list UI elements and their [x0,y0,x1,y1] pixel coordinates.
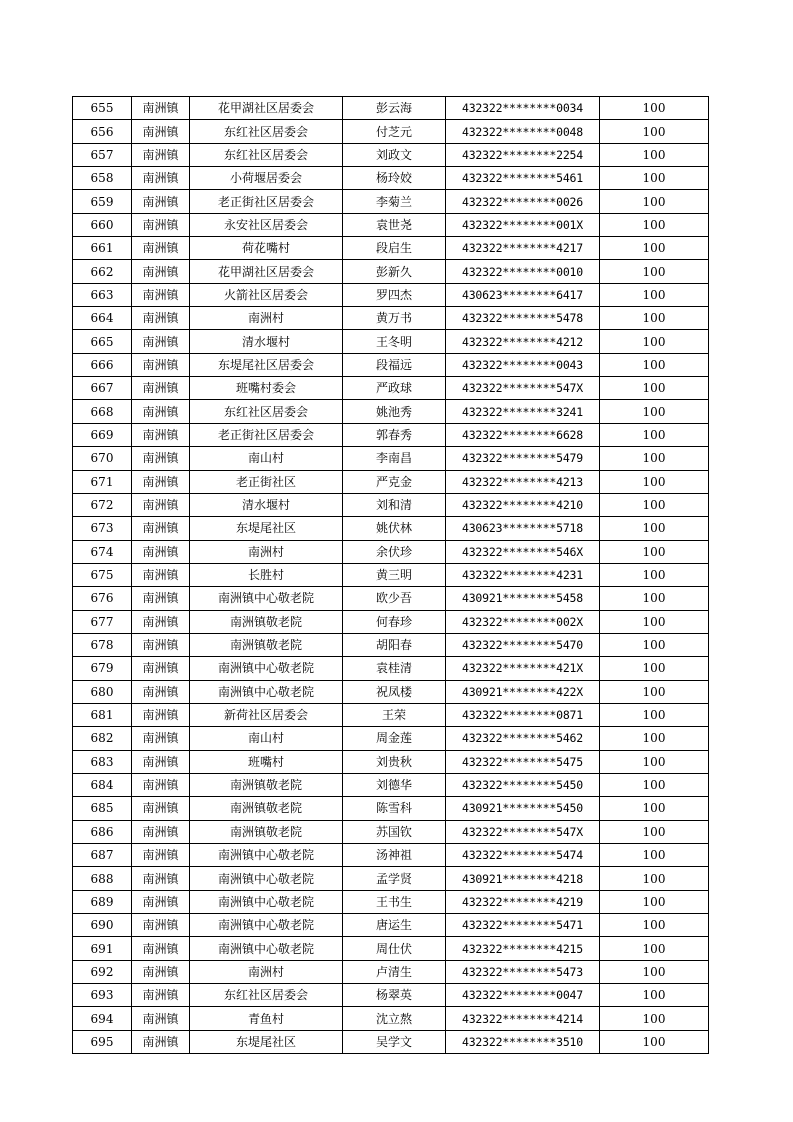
amount-cell: 100 [600,237,709,260]
town-cell: 南洲镇 [132,727,190,750]
town-cell: 南洲镇 [132,283,190,306]
unit-cell: 荷花嘴村 [190,237,343,260]
row-number-cell: 682 [73,727,132,750]
amount-cell: 100 [600,727,709,750]
town-cell: 南洲镇 [132,680,190,703]
id-number-cell: 432322********0034 [446,97,600,120]
row-number-cell: 690 [73,914,132,937]
unit-cell: 小荷堰居委会 [190,167,343,190]
town-cell: 南洲镇 [132,330,190,353]
person-name-cell: 严政球 [343,377,446,400]
id-number-cell: 432322********0043 [446,353,600,376]
id-number-cell: 432322********5450 [446,773,600,796]
unit-cell: 南山村 [190,727,343,750]
unit-cell: 东红社区居委会 [190,143,343,166]
id-number-cell: 432322********5479 [446,447,600,470]
amount-cell: 100 [600,540,709,563]
table-row [73,493,709,516]
table-row [73,797,709,820]
person-name-cell: 彭云海 [343,97,446,120]
unit-cell: 南洲镇敬老院 [190,633,343,656]
unit-cell: 老正街社区居委会 [190,190,343,213]
table-row [73,703,709,726]
amount-cell: 100 [600,984,709,1007]
id-number-cell: 432322********5470 [446,633,600,656]
amount-cell: 100 [600,563,709,586]
table-row [73,773,709,796]
person-name-cell: 刘政文 [343,143,446,166]
table-row [73,1030,709,1053]
town-cell: 南洲镇 [132,423,190,446]
id-number-cell: 432322********546X [446,540,600,563]
person-name-cell: 苏国钦 [343,820,446,843]
person-name-cell: 王荣 [343,703,446,726]
person-name-cell: 胡阳春 [343,633,446,656]
town-cell: 南洲镇 [132,120,190,143]
amount-cell: 100 [600,377,709,400]
unit-cell: 老正街社区居委会 [190,423,343,446]
person-name-cell: 吴学文 [343,1030,446,1053]
id-number-cell: 432322********4217 [446,237,600,260]
town-cell: 南洲镇 [132,797,190,820]
id-number-cell: 430921********5458 [446,587,600,610]
unit-cell: 东红社区居委会 [190,120,343,143]
unit-cell: 南洲镇中心敬老院 [190,657,343,680]
table-row [73,563,709,586]
row-number-cell: 670 [73,447,132,470]
unit-cell: 班嘴村 [190,750,343,773]
person-name-cell: 李南昌 [343,447,446,470]
table-row [73,633,709,656]
town-cell: 南洲镇 [132,400,190,423]
id-number-cell: 432322********2254 [446,143,600,166]
row-number-cell: 694 [73,1007,132,1030]
amount-cell: 100 [600,960,709,983]
person-name-cell: 严克金 [343,470,446,493]
amount-cell: 100 [600,820,709,843]
unit-cell: 南洲镇敬老院 [190,610,343,633]
table-row [73,727,709,750]
amount-cell: 100 [600,517,709,540]
person-name-cell: 何春珍 [343,610,446,633]
person-name-cell: 付芝元 [343,120,446,143]
town-cell: 南洲镇 [132,540,190,563]
amount-cell: 100 [600,120,709,143]
row-number-cell: 692 [73,960,132,983]
person-name-cell: 周金莲 [343,727,446,750]
town-cell: 南洲镇 [132,890,190,913]
person-name-cell: 段启生 [343,237,446,260]
row-number-cell: 686 [73,820,132,843]
table-row [73,890,709,913]
person-name-cell: 祝凤楼 [343,680,446,703]
unit-cell: 南山村 [190,447,343,470]
row-number-cell: 667 [73,377,132,400]
row-number-cell: 684 [73,773,132,796]
amount-cell: 100 [600,307,709,330]
id-number-cell: 432322********5461 [446,167,600,190]
person-name-cell: 彭新久 [343,260,446,283]
amount-cell: 100 [600,657,709,680]
amount-cell: 100 [600,260,709,283]
person-name-cell: 汤神祖 [343,844,446,867]
amount-cell: 100 [600,493,709,516]
id-number-cell: 432322********002X [446,610,600,633]
town-cell: 南洲镇 [132,97,190,120]
row-number-cell: 659 [73,190,132,213]
person-name-cell: 王冬明 [343,330,446,353]
person-name-cell: 袁桂清 [343,657,446,680]
table-row [73,470,709,493]
amount-cell: 100 [600,750,709,773]
amount-cell: 100 [600,190,709,213]
row-number-cell: 676 [73,587,132,610]
table-row [73,657,709,680]
amount-cell: 100 [600,890,709,913]
unit-cell: 南洲镇中心敬老院 [190,914,343,937]
row-number-cell: 671 [73,470,132,493]
person-name-cell: 李菊兰 [343,190,446,213]
table-row [73,213,709,236]
table-row [73,143,709,166]
id-number-cell: 430921********422X [446,680,600,703]
town-cell: 南洲镇 [132,633,190,656]
table-row [73,867,709,890]
town-cell: 南洲镇 [132,377,190,400]
town-cell: 南洲镇 [132,213,190,236]
records-table [72,96,709,1054]
id-number-cell: 430623********5718 [446,517,600,540]
row-number-cell: 657 [73,143,132,166]
table-row [73,750,709,773]
amount-cell: 100 [600,867,709,890]
unit-cell: 南洲镇敬老院 [190,820,343,843]
unit-cell: 南洲镇中心敬老院 [190,890,343,913]
id-number-cell: 432322********5474 [446,844,600,867]
town-cell: 南洲镇 [132,750,190,773]
id-number-cell: 432322********0010 [446,260,600,283]
row-number-cell: 669 [73,423,132,446]
unit-cell: 东堤尾社区 [190,1030,343,1053]
unit-cell: 南洲村 [190,307,343,330]
row-number-cell: 691 [73,937,132,960]
unit-cell: 南洲镇中心敬老院 [190,587,343,610]
person-name-cell: 段福远 [343,353,446,376]
person-name-cell: 杨玲姣 [343,167,446,190]
town-cell: 南洲镇 [132,517,190,540]
id-number-cell: 432322********6628 [446,423,600,446]
row-number-cell: 679 [73,657,132,680]
person-name-cell: 罗四杰 [343,283,446,306]
unit-cell: 青鱼村 [190,1007,343,1030]
town-cell: 南洲镇 [132,493,190,516]
person-name-cell: 杨翠英 [343,984,446,1007]
town-cell: 南洲镇 [132,167,190,190]
row-number-cell: 665 [73,330,132,353]
amount-cell: 100 [600,330,709,353]
unit-cell: 东红社区居委会 [190,984,343,1007]
person-name-cell: 唐运生 [343,914,446,937]
amount-cell: 100 [600,587,709,610]
person-name-cell: 欧少吾 [343,587,446,610]
person-name-cell: 黄三明 [343,563,446,586]
row-number-cell: 661 [73,237,132,260]
town-cell: 南洲镇 [132,447,190,470]
amount-cell: 100 [600,423,709,446]
table-row [73,283,709,306]
person-name-cell: 刘德华 [343,773,446,796]
person-name-cell: 沈立熬 [343,1007,446,1030]
row-number-cell: 687 [73,844,132,867]
table-row [73,190,709,213]
id-number-cell: 432322********547X [446,820,600,843]
row-number-cell: 668 [73,400,132,423]
person-name-cell: 周仕伏 [343,937,446,960]
unit-cell: 花甲湖社区居委会 [190,260,343,283]
amount-cell: 100 [600,400,709,423]
row-number-cell: 674 [73,540,132,563]
town-cell: 南洲镇 [132,844,190,867]
unit-cell: 南洲镇中心敬老院 [190,867,343,890]
row-number-cell: 693 [73,984,132,1007]
row-number-cell: 681 [73,703,132,726]
table-row [73,120,709,143]
amount-cell: 100 [600,283,709,306]
table-row [73,330,709,353]
town-cell: 南洲镇 [132,353,190,376]
unit-cell: 南洲镇中心敬老院 [190,680,343,703]
row-number-cell: 655 [73,97,132,120]
amount-cell: 100 [600,97,709,120]
table-row [73,587,709,610]
table-row [73,820,709,843]
id-number-cell: 432322********5473 [446,960,600,983]
amount-cell: 100 [600,797,709,820]
amount-cell: 100 [600,1007,709,1030]
unit-cell: 南洲村 [190,960,343,983]
id-number-cell: 432322********547X [446,377,600,400]
row-number-cell: 678 [73,633,132,656]
table-row [73,844,709,867]
row-number-cell: 677 [73,610,132,633]
id-number-cell: 432322********3510 [446,1030,600,1053]
id-number-cell: 430623********6417 [446,283,600,306]
id-number-cell: 432322********4213 [446,470,600,493]
amount-cell: 100 [600,680,709,703]
unit-cell: 南洲村 [190,540,343,563]
unit-cell: 南洲镇敬老院 [190,797,343,820]
unit-cell: 清水堰村 [190,330,343,353]
id-number-cell: 432322********4219 [446,890,600,913]
town-cell: 南洲镇 [132,470,190,493]
town-cell: 南洲镇 [132,703,190,726]
amount-cell: 100 [600,914,709,937]
table-row [73,377,709,400]
row-number-cell: 660 [73,213,132,236]
table-row [73,984,709,1007]
table-row [73,167,709,190]
table-row [73,680,709,703]
table-row [73,237,709,260]
table-row [73,423,709,446]
row-number-cell: 672 [73,493,132,516]
unit-cell: 永安社区居委会 [190,213,343,236]
row-number-cell: 673 [73,517,132,540]
town-cell: 南洲镇 [132,1030,190,1053]
id-number-cell: 432322********4212 [446,330,600,353]
unit-cell: 新荷社区居委会 [190,703,343,726]
town-cell: 南洲镇 [132,914,190,937]
person-name-cell: 姚池秀 [343,400,446,423]
table-row [73,914,709,937]
row-number-cell: 695 [73,1030,132,1053]
person-name-cell: 孟学贤 [343,867,446,890]
person-name-cell: 陈雪科 [343,797,446,820]
row-number-cell: 656 [73,120,132,143]
id-number-cell: 432322********0048 [446,120,600,143]
table-row [73,447,709,470]
town-cell: 南洲镇 [132,867,190,890]
town-cell: 南洲镇 [132,1007,190,1030]
table-row [73,353,709,376]
town-cell: 南洲镇 [132,260,190,283]
town-cell: 南洲镇 [132,563,190,586]
amount-cell: 100 [600,937,709,960]
table-row [73,307,709,330]
amount-cell: 100 [600,844,709,867]
row-number-cell: 662 [73,260,132,283]
unit-cell: 南洲镇中心敬老院 [190,937,343,960]
id-number-cell: 432322********5471 [446,914,600,937]
town-cell: 南洲镇 [132,773,190,796]
row-number-cell: 664 [73,307,132,330]
town-cell: 南洲镇 [132,820,190,843]
person-name-cell: 袁世尧 [343,213,446,236]
unit-cell: 清水堰村 [190,493,343,516]
amount-cell: 100 [600,353,709,376]
unit-cell: 南洲镇中心敬老院 [190,844,343,867]
id-number-cell: 430921********4218 [446,867,600,890]
table-row [73,540,709,563]
amount-cell: 100 [600,167,709,190]
id-number-cell: 432322********5462 [446,727,600,750]
town-cell: 南洲镇 [132,657,190,680]
row-number-cell: 666 [73,353,132,376]
id-number-cell: 432322********001X [446,213,600,236]
id-number-cell: 432322********4231 [446,563,600,586]
amount-cell: 100 [600,470,709,493]
row-number-cell: 689 [73,890,132,913]
unit-cell: 东堤尾社区居委会 [190,353,343,376]
amount-cell: 100 [600,773,709,796]
person-name-cell: 余伏珍 [343,540,446,563]
id-number-cell: 430921********5450 [446,797,600,820]
table-row [73,260,709,283]
id-number-cell: 432322********0047 [446,984,600,1007]
row-number-cell: 663 [73,283,132,306]
table-row [73,400,709,423]
amount-cell: 100 [600,703,709,726]
town-cell: 南洲镇 [132,610,190,633]
person-name-cell: 王书生 [343,890,446,913]
id-number-cell: 432322********0026 [446,190,600,213]
unit-cell: 花甲湖社区居委会 [190,97,343,120]
amount-cell: 100 [600,213,709,236]
amount-cell: 100 [600,633,709,656]
town-cell: 南洲镇 [132,937,190,960]
row-number-cell: 658 [73,167,132,190]
table-row [73,937,709,960]
id-number-cell: 432322********4210 [446,493,600,516]
unit-cell: 东堤尾社区 [190,517,343,540]
table-row [73,960,709,983]
id-number-cell: 432322********0871 [446,703,600,726]
person-name-cell: 刘和清 [343,493,446,516]
town-cell: 南洲镇 [132,587,190,610]
person-name-cell: 郭春秀 [343,423,446,446]
id-number-cell: 432322********4215 [446,937,600,960]
unit-cell: 东红社区居委会 [190,400,343,423]
row-number-cell: 688 [73,867,132,890]
town-cell: 南洲镇 [132,984,190,1007]
person-name-cell: 姚伏林 [343,517,446,540]
town-cell: 南洲镇 [132,237,190,260]
person-name-cell: 卢清生 [343,960,446,983]
town-cell: 南洲镇 [132,143,190,166]
row-number-cell: 685 [73,797,132,820]
table-row [73,517,709,540]
amount-cell: 100 [600,143,709,166]
id-number-cell: 432322********421X [446,657,600,680]
table-row [73,97,709,120]
row-number-cell: 680 [73,680,132,703]
row-number-cell: 683 [73,750,132,773]
id-number-cell: 432322********5475 [446,750,600,773]
row-number-cell: 675 [73,563,132,586]
amount-cell: 100 [600,1030,709,1053]
unit-cell: 班嘴村委会 [190,377,343,400]
table-row [73,1007,709,1030]
person-name-cell: 黄万书 [343,307,446,330]
unit-cell: 南洲镇敬老院 [190,773,343,796]
unit-cell: 老正街社区 [190,470,343,493]
town-cell: 南洲镇 [132,307,190,330]
town-cell: 南洲镇 [132,960,190,983]
records-table-body [73,97,709,1054]
id-number-cell: 432322********5478 [446,307,600,330]
id-number-cell: 432322********3241 [446,400,600,423]
person-name-cell: 刘贵秋 [343,750,446,773]
amount-cell: 100 [600,610,709,633]
unit-cell: 火箭社区居委会 [190,283,343,306]
amount-cell: 100 [600,447,709,470]
town-cell: 南洲镇 [132,190,190,213]
unit-cell: 长胜村 [190,563,343,586]
id-number-cell: 432322********4214 [446,1007,600,1030]
table-row [73,610,709,633]
